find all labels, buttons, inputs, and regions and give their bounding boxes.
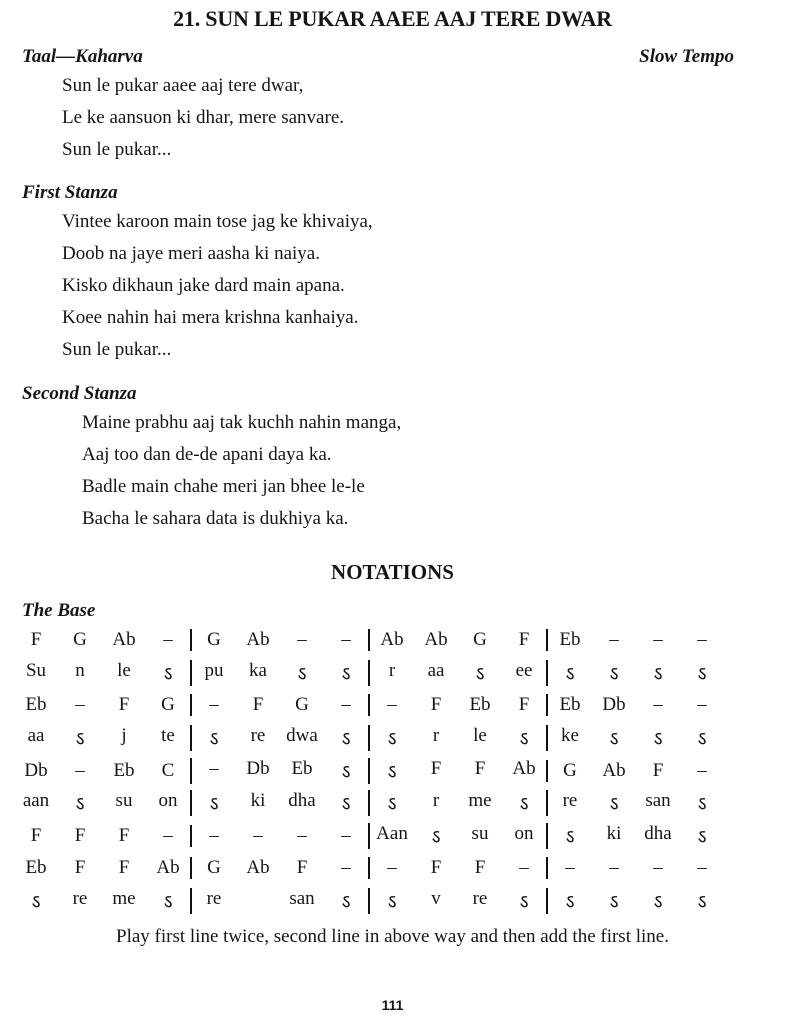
lyric-line: Vintee karoon main tose jag ke khivaiya,	[62, 211, 373, 232]
notation-cell: ऽ	[653, 892, 663, 914]
notation-cell: r	[432, 790, 440, 812]
notation-measure	[368, 790, 546, 816]
notation-cell: Eb	[559, 694, 581, 716]
song-title: 21. SUN LE PUKAR AAEE AAJ TERE DWAR	[173, 6, 612, 31]
notation-cell: ka	[249, 659, 267, 681]
notation-cell: ऽ	[653, 729, 663, 751]
notation-cell: ऽ	[565, 826, 575, 848]
notation-cell: Aan	[376, 822, 408, 844]
notation-cell: ऽ	[697, 729, 707, 751]
notation-measure	[190, 725, 368, 751]
notation-cell: Db	[24, 759, 48, 781]
notation-measure	[368, 758, 546, 784]
notation-measure	[546, 725, 724, 751]
notation-measure	[14, 694, 190, 716]
notation-cell: pu	[204, 659, 224, 681]
notation-cell: Eb	[469, 694, 491, 716]
notation-measure	[368, 694, 546, 716]
notation-cell: G	[473, 629, 487, 651]
notation-cell: G	[207, 857, 221, 879]
lyric-line: Badle main chahe meri jan bhee le-le	[82, 476, 365, 497]
notation-cell: ऽ	[519, 729, 529, 751]
notation-cell: F	[430, 694, 442, 716]
notation-cell: F	[30, 629, 42, 651]
notation-cell: F	[652, 759, 664, 781]
notation-cell: ऽ	[341, 794, 351, 816]
notation-cell: G	[207, 629, 221, 651]
notation-cell: me	[112, 888, 136, 910]
notation-cell: –	[565, 857, 575, 879]
notation-cell: C	[161, 759, 175, 781]
notation-measure	[190, 694, 368, 716]
notation-cell: ऽ	[565, 663, 575, 685]
notation-cell: –	[75, 759, 85, 781]
notation-cell: G	[563, 759, 577, 781]
notation-row	[14, 722, 724, 755]
lyric-line: Bacha le sahara data is dukhiya ka.	[82, 508, 349, 529]
notation-cell: –	[341, 629, 351, 651]
notation-cell: F	[30, 824, 42, 846]
notation-cell: ऽ	[565, 892, 575, 914]
notation-row	[14, 820, 724, 853]
notation-cell: ki	[250, 790, 266, 812]
notation-cell: ऽ	[519, 794, 529, 816]
notation-measure	[546, 823, 724, 849]
notation-cell: re	[250, 725, 266, 747]
notation-cell: le	[473, 725, 487, 747]
notation-cell: Ab	[156, 857, 180, 879]
notation-cell: ऽ	[341, 663, 351, 685]
notation-cell: –	[297, 629, 307, 651]
notation-cell: ऽ	[609, 663, 619, 685]
notation-cell: F	[118, 824, 130, 846]
notation-cell: ऽ	[341, 761, 351, 783]
notation-cell: ऽ	[697, 663, 707, 685]
notation-cell: ऽ	[209, 794, 219, 816]
notation-cell: Ab	[380, 629, 404, 651]
notation-cell: Ab	[602, 759, 626, 781]
notation-cell: –	[519, 857, 529, 879]
notation-cell: ऽ	[609, 892, 619, 914]
notation-cell: ऽ	[387, 794, 397, 816]
notation-cell: ऽ	[475, 663, 485, 685]
notation-cell: –	[697, 629, 707, 651]
notation-cell: –	[653, 629, 663, 651]
notation-cell: ऽ	[341, 729, 351, 751]
notation-cell: ऽ	[697, 892, 707, 914]
lyric-line: Aaj too dan de-de apani daya ka.	[82, 444, 332, 465]
lyric-line: Sun le pukar aaee aaj tere dwar,	[62, 75, 304, 96]
notation-cell: –	[75, 694, 85, 716]
notation-cell: te	[161, 725, 175, 747]
notation-measure	[14, 888, 190, 914]
notation-cell: F	[474, 757, 486, 779]
lyric-line: Kisko dikhaun jake dard main apana.	[62, 275, 345, 296]
notation-cell: re	[72, 888, 88, 910]
notation-footnote: Play first line twice, second line in above way and then add the first line.	[116, 926, 669, 947]
notation-cell: ऽ	[163, 892, 173, 914]
taal-label: Taal—Kaharva	[22, 46, 143, 67]
notation-cell: F	[430, 857, 442, 879]
lyric-line: Koee nahin hai mera krishna kanhaiya.	[62, 307, 359, 328]
notation-measure	[368, 823, 546, 849]
notation-cell: j	[121, 725, 127, 747]
notation-cell: ऽ	[609, 729, 619, 751]
notation-cell: –	[653, 857, 663, 879]
notation-cell: –	[653, 694, 663, 716]
notation-cell: –	[297, 824, 307, 846]
notation-cell: ऽ	[387, 892, 397, 914]
notation-measure	[190, 660, 368, 686]
notation-cell: me	[468, 790, 492, 812]
notation-cell: –	[341, 824, 351, 846]
notation-measure	[546, 660, 724, 686]
notation-cell: ऽ	[75, 729, 85, 751]
notation-cell: –	[163, 629, 173, 651]
notation-measure	[14, 725, 190, 751]
notation-cell: ऽ	[697, 794, 707, 816]
notation-cell: –	[609, 629, 619, 651]
notation-measure	[190, 857, 368, 879]
lyric-line: Sun le pukar...	[62, 339, 172, 360]
notation-table	[14, 624, 724, 917]
notation-cell: –	[341, 694, 351, 716]
notation-cell: F	[118, 694, 130, 716]
lyric-line: Le ke aansuon ki dhar, mere sanvare.	[62, 107, 345, 128]
notation-cell: aan	[22, 790, 50, 812]
notation-cell: Eb	[25, 857, 47, 879]
second-stanza-lyrics	[82, 407, 401, 535]
notation-measure	[546, 888, 724, 914]
notation-row	[14, 852, 724, 885]
notation-cell: F	[430, 757, 442, 779]
notation-cell: Ab	[112, 629, 136, 651]
notation-cell: F	[296, 857, 308, 879]
notation-cell: G	[73, 629, 87, 651]
notation-cell: ऽ	[653, 663, 663, 685]
notation-cell: re	[472, 888, 488, 910]
notation-cell: ऽ	[387, 729, 397, 751]
notation-measure	[14, 760, 190, 782]
notation-measure	[546, 694, 724, 716]
notation-cell: Db	[246, 757, 270, 779]
notation-cell: F	[474, 857, 486, 879]
notation-cell: Eb	[291, 757, 313, 779]
lyric-line: Sun le pukar...	[62, 139, 172, 160]
notation-cell: –	[209, 824, 219, 846]
notation-measure	[190, 629, 368, 651]
notation-cell: ee	[515, 659, 533, 681]
notation-row	[14, 624, 724, 657]
notation-cell: san	[289, 888, 315, 910]
notation-measure	[190, 825, 368, 847]
notation-cell: r	[432, 725, 440, 747]
notation-cell: dha	[288, 790, 316, 812]
notation-measure	[190, 790, 368, 816]
notation-cell: –	[387, 857, 397, 879]
notation-cell: ऽ	[75, 794, 85, 816]
notation-cell: ऽ	[163, 663, 173, 685]
notation-cell: ke	[561, 725, 579, 747]
notation-measure	[368, 888, 546, 914]
notation-cell: ऽ	[341, 892, 351, 914]
notation-cell: ऽ	[31, 892, 41, 914]
notation-cell: F	[74, 857, 86, 879]
notation-cell: su	[115, 790, 133, 812]
notation-cell: F	[518, 694, 530, 716]
notation-cell: aa	[27, 725, 45, 747]
notation-measure	[368, 857, 546, 879]
notation-measure	[14, 857, 190, 879]
notation-row	[14, 754, 724, 787]
notation-cell: re	[206, 888, 222, 910]
notation-cell: Eb	[25, 694, 47, 716]
tempo-label: Slow Tempo	[639, 46, 734, 67]
notation-cell: –	[253, 824, 263, 846]
first-stanza-lyrics	[62, 206, 373, 366]
notation-cell: ऽ	[297, 663, 307, 685]
notation-cell: –	[209, 757, 219, 779]
notation-row	[14, 885, 724, 918]
notation-cell: on	[158, 790, 178, 812]
notation-cell: ki	[606, 822, 622, 844]
first-stanza-label: First Stanza	[22, 182, 118, 203]
notation-cell: –	[209, 694, 219, 716]
notation-cell: ऽ	[431, 826, 441, 848]
notations-heading: NOTATIONS	[331, 560, 454, 584]
notation-cell: ऽ	[519, 892, 529, 914]
notation-cell: Su	[25, 659, 47, 681]
notation-cell: n	[75, 659, 85, 681]
notation-measure	[546, 760, 724, 782]
notation-cell: F	[118, 857, 130, 879]
intro-lyrics	[62, 70, 344, 166]
notation-measure	[368, 660, 546, 686]
notation-cell: ऽ	[609, 794, 619, 816]
notation-cell: –	[697, 857, 707, 879]
notation-measure	[14, 629, 190, 651]
notation-measure	[546, 790, 724, 816]
notation-measure	[368, 629, 546, 651]
notation-cell: G	[161, 694, 175, 716]
notation-measure	[14, 825, 190, 847]
notation-measure	[190, 758, 368, 784]
second-stanza-label: Second Stanza	[22, 383, 137, 404]
notation-cell: aa	[427, 659, 445, 681]
notation-cell: –	[697, 759, 707, 781]
notation-measure	[368, 725, 546, 751]
notation-cell: Ab	[246, 629, 270, 651]
notation-cell: F	[518, 629, 530, 651]
notation-cell: –	[387, 694, 397, 716]
notation-cell: Db	[602, 694, 626, 716]
notation-cell	[236, 888, 280, 914]
notation-measure	[546, 629, 724, 651]
base-label: The Base	[22, 600, 96, 621]
notation-cell: dha	[644, 822, 672, 844]
notation-cell: Ab	[246, 857, 270, 879]
notation-cell: on	[514, 822, 534, 844]
notation-cell: su	[471, 822, 489, 844]
page-number: 111	[381, 997, 404, 1013]
notation-cell: F	[74, 824, 86, 846]
notation-measure	[14, 790, 190, 816]
notation-cell: G	[295, 694, 309, 716]
notation-measure	[546, 857, 724, 879]
notation-cell: san	[645, 790, 671, 812]
notation-row	[14, 689, 724, 722]
notation-measure	[14, 660, 190, 686]
notation-cell: Ab	[512, 757, 536, 779]
notation-cell: ऽ	[697, 826, 707, 848]
notation-row	[14, 657, 724, 690]
notation-cell: Eb	[559, 629, 581, 651]
notation-measure	[190, 888, 368, 914]
notation-cell: ऽ	[387, 761, 397, 783]
notation-cell: dwa	[286, 725, 318, 747]
notation-cell: v	[431, 888, 441, 910]
notation-cell: Eb	[113, 759, 135, 781]
notation-cell: r	[388, 659, 396, 681]
lyric-line: Maine prabhu aaj tak kuchh nahin manga,	[82, 412, 402, 433]
notation-cell: Ab	[424, 629, 448, 651]
notation-cell: ऽ	[209, 729, 219, 751]
notation-cell: –	[341, 857, 351, 879]
lyric-line: Doob na jaye meri aasha ki naiya.	[62, 243, 320, 264]
notation-row	[14, 787, 724, 820]
notation-cell: –	[697, 694, 707, 716]
notation-cell: –	[163, 824, 173, 846]
notation-cell: –	[609, 857, 619, 879]
notation-cell: F	[252, 694, 264, 716]
notation-cell: re	[562, 790, 578, 812]
notation-cell: le	[117, 659, 131, 681]
